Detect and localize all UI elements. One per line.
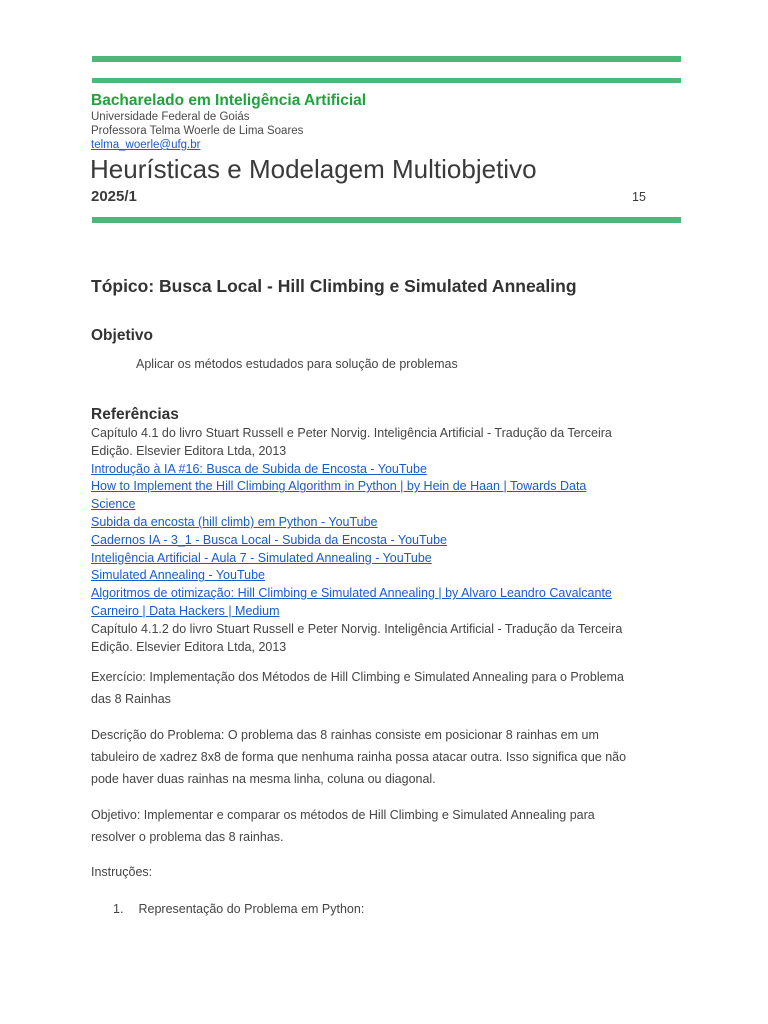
reference-text: Edição. Elsevier Editora Ltda, 2013 xyxy=(91,639,287,654)
reference-link[interactable] xyxy=(91,461,681,479)
reference-link[interactable] xyxy=(91,567,681,585)
goal-paragraph xyxy=(91,804,681,848)
reference-link-text[interactable]: Science xyxy=(91,497,136,512)
goal-line: Objetivo: Implementar e comparar os métodos de Hill Climbing e Simulated Annealing para xyxy=(91,808,595,822)
topic-heading: Tópico: Busca Local - Hill Climbing e Simulated Annealing xyxy=(91,276,577,296)
document-title: Heurísticas e Modelagem Multiobjetivo xyxy=(90,154,537,184)
references-list xyxy=(91,425,681,656)
description-line: Descrição do Problema: O problema das 8 rainhas consiste em posicionar 8 rainhas em um xyxy=(91,728,599,742)
description-line: pode haver duas rainhas na mesma linha, coluna ou diagonal. xyxy=(91,772,436,787)
reference-link[interactable] xyxy=(91,550,681,568)
reference-link[interactable] xyxy=(91,478,681,496)
header-rule-bottom xyxy=(92,217,681,223)
page-number: 15 xyxy=(632,190,646,204)
reference-link[interactable] xyxy=(91,514,681,532)
reference-link-text[interactable]: Cadernos IA - 3_1 - Busca Local - Subida da Encosta - YouTube xyxy=(91,532,448,547)
course-name: Bacharelado em Inteligência Artificial xyxy=(91,92,367,109)
reference-link[interactable] xyxy=(91,496,681,514)
instruction-item xyxy=(113,898,364,920)
instructions-label: Instruções: xyxy=(91,865,153,879)
goal-line: resolver o problema das 8 rainhas. xyxy=(91,830,284,845)
exercise-line: Exercício: Implementação dos Métodos de Hill Climbing e Simulated Annealing para o Problema xyxy=(91,670,624,684)
description-line: tabuleiro de xadrez 8x8 de forma que nenhuma rainha possa atacar outra. Isso significa que não xyxy=(91,750,627,765)
header-rule-middle xyxy=(92,78,681,83)
reference-text: Capítulo 4.1 do livro Stuart Russell e Peter Norvig. Inteligência Artificial - Tradução da Terceira xyxy=(91,426,612,440)
reference-link-text[interactable]: Subida da encosta (hill climb) em Python - YouTube xyxy=(91,514,378,529)
reference-link-text[interactable]: Inteligência Artificial - Aula 7 - Simulated Annealing - YouTube xyxy=(91,550,432,565)
university-name: Universidade Federal de Goiás xyxy=(91,111,250,123)
reference-link-text[interactable]: Carneiro | Data Hackers | Medium xyxy=(91,603,280,618)
exercise-line: das 8 Rainhas xyxy=(91,692,171,707)
exercise-paragraph xyxy=(91,666,681,710)
reference-link-text[interactable]: How to Implement the Hill Climbing Algorithm in Python | by Hein de Haan | Towards Data xyxy=(91,479,587,494)
reference-link-text[interactable]: Introdução à IA #16: Busca de Subida de Encosta - YouTube xyxy=(91,461,427,476)
reference-link[interactable] xyxy=(91,532,681,550)
reference-text: Capítulo 4.1.2 do livro Stuart Russell e Peter Norvig. Inteligência Artificial - Tradução da Terceira xyxy=(91,621,623,636)
instruction-number: 1. xyxy=(113,902,124,916)
professor-name: Professora Telma Woerle de Lima Soares xyxy=(91,125,304,137)
reference-link-text[interactable]: Algoritmos de otimização: Hill Climbing e Simulated Annealing | by Alvaro Leandro Cavalcante xyxy=(91,586,612,601)
reference-link[interactable] xyxy=(91,603,681,621)
description-paragraph xyxy=(91,724,681,791)
objective-heading: Objetivo xyxy=(91,327,154,344)
objective-text: Aplicar os métodos estudados para solução de problemas xyxy=(136,357,458,371)
semester: 2025/1 xyxy=(91,188,137,205)
reference-text: Edição. Elsevier Editora Ltda, 2013 xyxy=(91,443,287,458)
instruction-text: Representação do Problema em Python: xyxy=(138,902,365,916)
header-rule-top xyxy=(92,56,681,62)
professor-email-link[interactable]: telma_woerle@ufg.br xyxy=(91,139,201,151)
reference-link[interactable] xyxy=(91,585,681,603)
reference-link-text[interactable]: Simulated Annealing - YouTube xyxy=(91,568,265,583)
references-heading: Referências xyxy=(91,406,179,423)
instructions-paragraph xyxy=(91,861,681,883)
